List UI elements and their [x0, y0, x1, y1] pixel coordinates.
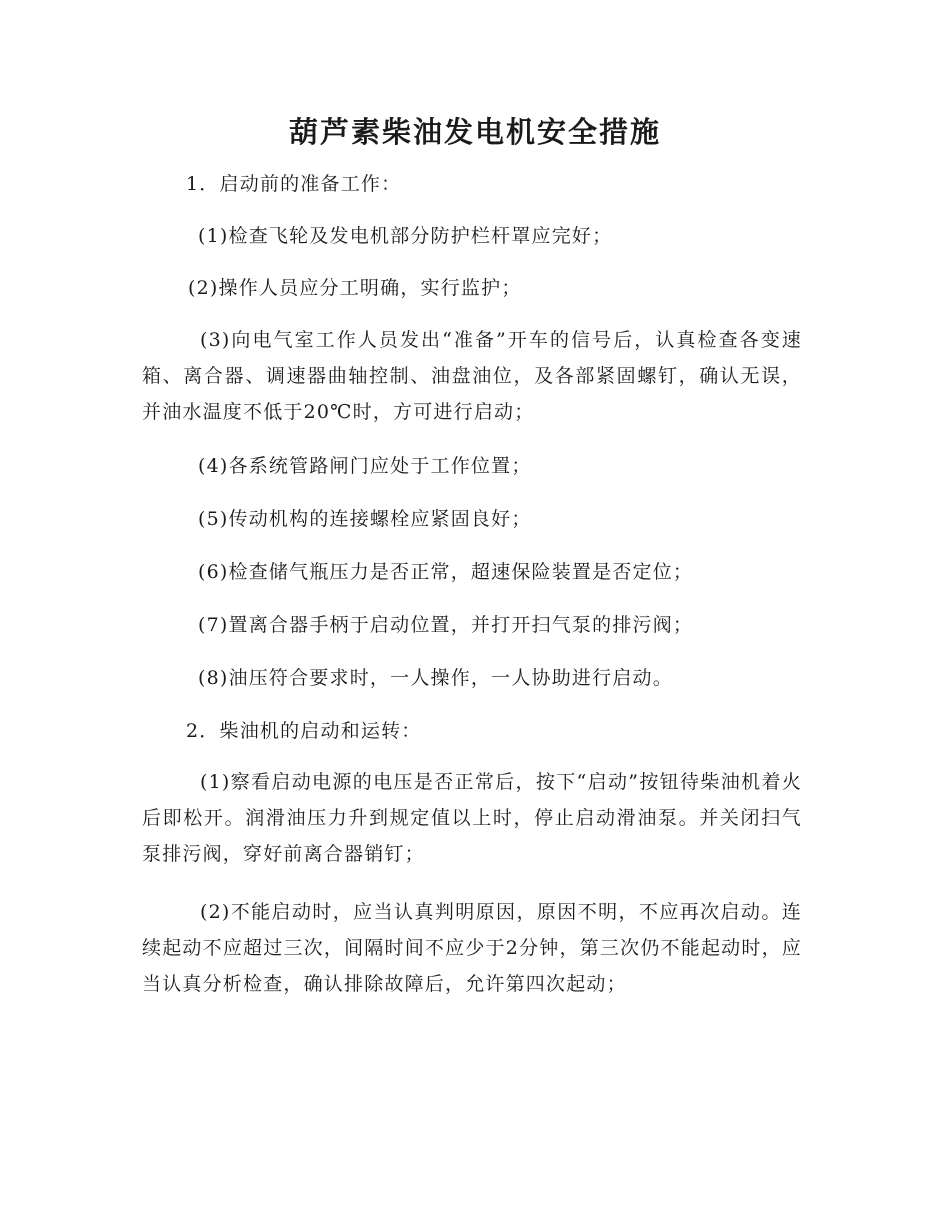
section1-heading: 1．启动前的准备工作：	[186, 173, 402, 195]
section1-item-6: (6)检查储气瓶压力是否正常，超速保险装置是否定位；	[198, 561, 694, 583]
section2-item-1: (1)察看启动电源的电压是否正常后，按下“启动”按钮待柴油机着火后即松开。润滑油压力升到规定值以上时，停止启动滑油泵。并关闭扫气泵排污阀，穿好前离合器销钉；	[142, 771, 802, 865]
section1-item-3: (3)向电气室工作人员发出“准备”开车的信号后，认真检查各变速箱、离合器、调速器曲轴控制、油盘油位，及各部紧固螺钉，确认无误，并油水温度不低于20℃时，方可进行启动；	[142, 329, 802, 423]
document-title: 葫芦素柴油发电机安全措施	[288, 115, 661, 149]
section1-item-2: (2)操作人员应分工明确，实行监护；	[188, 277, 522, 299]
section2-item-2: (2)不能启动时，应当认真判明原因，原因不明，不应再次启动。连续起动不应超过三次，间隔时间不应少于2分钟，第三次仍不能起动时，应当认真分析检查，确认排除故障后，允许第四次起动；	[142, 901, 802, 995]
section1-item-7: (7)置离合器手柄于启动位置，并打开扫气泵的排污阀；	[198, 614, 694, 636]
section1-item-4: (4)各系统管路闸门应处于工作位置；	[198, 455, 532, 477]
section2-heading: 2．柴油机的启动和运转：	[186, 720, 422, 742]
section1-item-5: (5)传动机构的连接螺栓应紧固良好；	[198, 508, 532, 530]
section1-item-8: (8)油压符合要求时，一人操作，一人协助进行启动。	[198, 667, 673, 689]
section1-item-1: (1)检查飞轮及发电机部分防护栏杆罩应完好；	[198, 225, 613, 247]
